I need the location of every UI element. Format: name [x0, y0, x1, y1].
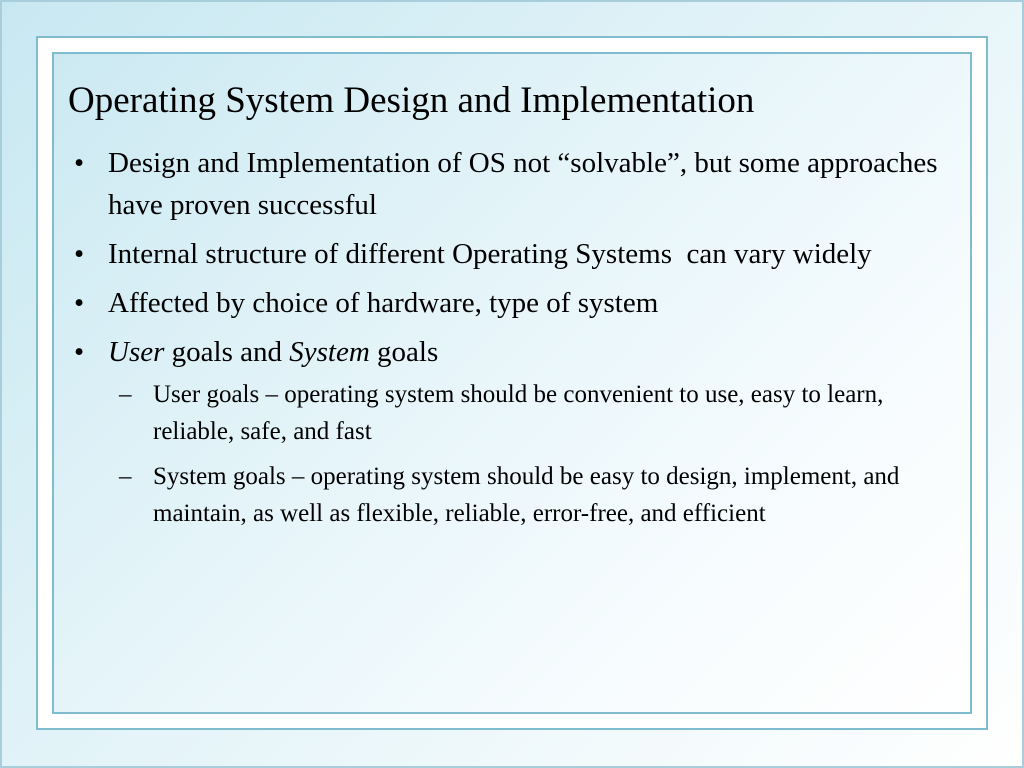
sub-bullet-text: System goals – operating system should be easy to design, implement, and maintain, as well as flexible, reliable, error-free, and efficient	[153, 463, 900, 527]
bullet-text: Affected by choice of hardware, type of system	[108, 287, 659, 319]
sub-bullet-list	[108, 376, 950, 532]
slide-title: Operating System Design and Implementation	[68, 80, 755, 121]
dash-icon: –	[119, 463, 132, 490]
bullet-list	[70, 142, 950, 540]
dash-icon: –	[119, 381, 132, 408]
sub-bullet-user-goals	[108, 376, 950, 450]
bullet-icon: •	[74, 336, 85, 368]
bullet-item-goals	[70, 331, 950, 532]
sub-bullet-system-goals	[108, 458, 950, 532]
bullet-icon: •	[74, 287, 85, 319]
system-emphasis: System	[289, 336, 370, 368]
bullet-item-design	[70, 142, 950, 226]
goals-and-text: goals and	[164, 336, 290, 368]
bullet-icon: •	[74, 238, 85, 270]
goals-text: goals	[369, 336, 439, 368]
bullet-text: Internal structure of different Operating Systems can vary widely	[108, 238, 872, 270]
user-emphasis: User	[108, 336, 165, 368]
bullet-text: Design and Implementation of OS not “solvable”, but some approaches have proven successful	[108, 147, 938, 221]
bullet-item-hardware	[70, 282, 950, 324]
bullet-icon: •	[74, 147, 85, 179]
bullet-item-structure	[70, 233, 950, 275]
bullet-text	[108, 336, 438, 368]
sub-bullet-text: User goals – operating system should be convenient to use, easy to learn, reliable, safe, and fast	[153, 381, 884, 445]
